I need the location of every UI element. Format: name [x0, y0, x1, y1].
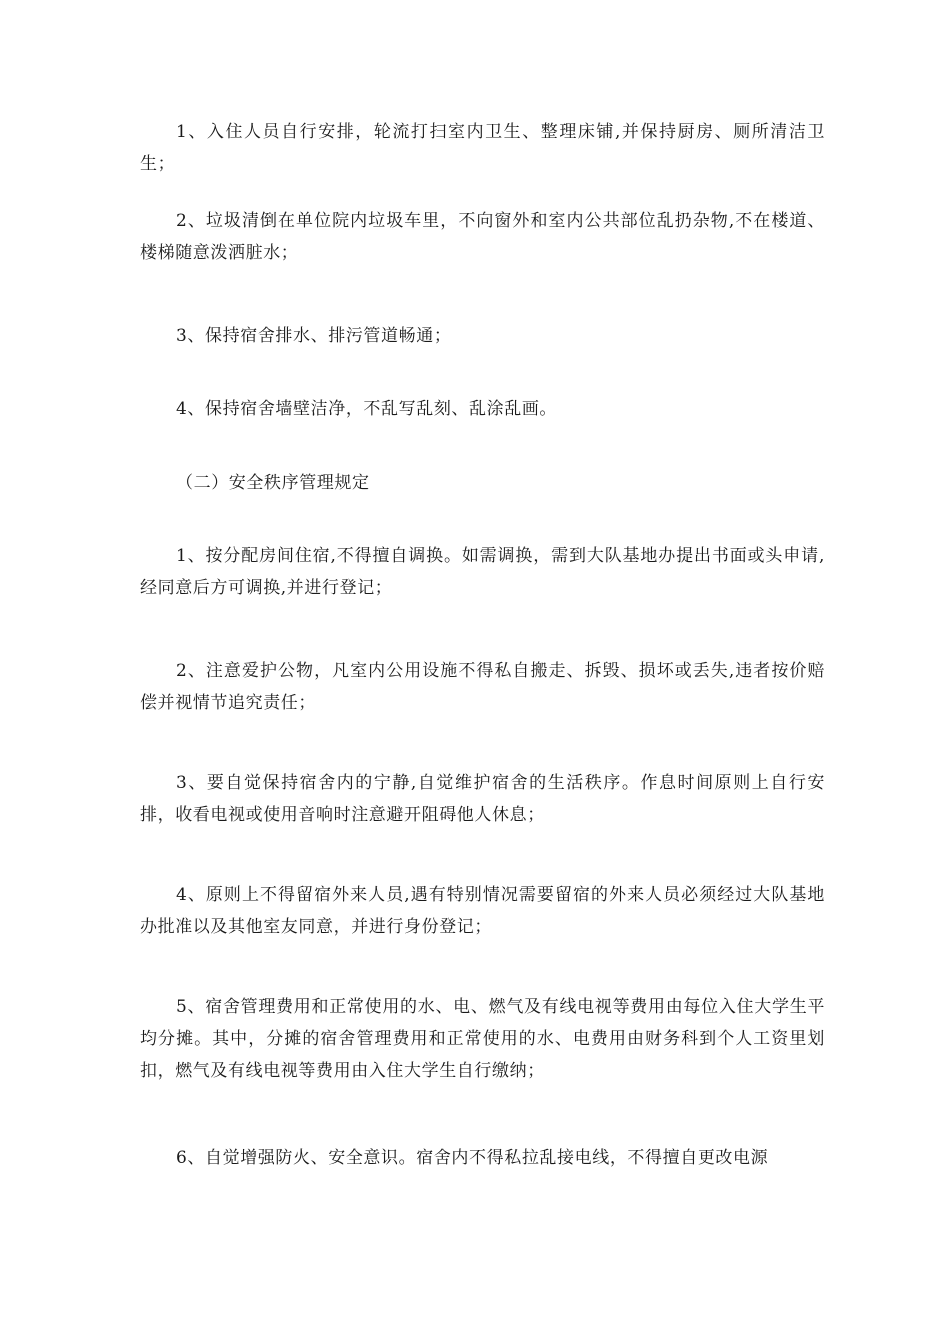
paragraph-hygiene-2: 2、垃圾清倒在单位院内垃圾车里，不向窗外和室内公共部位乱扔杂物,不在楼道、楼梯随意泼洒脏水；: [140, 211, 825, 263]
paragraph-safety-2: 2、注意爱护公物，凡室内公用设施不得私自搬走、拆毁、损坏或丢失,违者按价赔偿并视情节追究责任；: [140, 661, 825, 713]
paragraph-safety-6: 6、自觉增强防火、安全意识。宿舍内不得私拉乱接电线，不得擅自更改电源: [176, 1148, 769, 1168]
paragraph-hygiene-3: 3、保持宿舍排水、排污管道畅通；: [176, 326, 452, 346]
section-heading-safety: （二）安全秩序管理规定: [176, 473, 370, 493]
paragraph-safety-4: 4、原则上不得留宿外来人员,遇有特别情况需要留宿的外来人员必须经过大队基地办批准以及其他室友同意，并进行身份登记；: [140, 885, 825, 937]
paragraph-hygiene-4: 4、保持宿舍墙壁洁净，不乱写乱刻、乱涂乱画。: [176, 399, 558, 419]
paragraph-safety-5: 5、宿舍管理费用和正常使用的水、电、燃气及有线电视等费用由每位入住大学生平均分摊。其中，分摊的宿舍管理费用和正常使用的水、电费用由财务科到个人工资里划扣，燃气及有线电视等费用由入住大学生自行缴纳；: [140, 997, 825, 1081]
paragraph-safety-1: 1、按分配房间住宿,不得擅自调换。如需调换，需到大队基地办提出书面或头申请,经同意后方可调换,并进行登记；: [140, 546, 825, 598]
paragraph-safety-3: 3、要自觉保持宿舍内的宁静,自觉维护宿舍的生活秩序。作息时间原则上自行安排，收看电视或使用音响时注意避开阻碍他人休息；: [140, 773, 825, 825]
paragraph-hygiene-1: 1、入住人员自行安排，轮流打扫室内卫生、整理床铺,并保持厨房、厕所清洁卫生；: [140, 122, 825, 174]
